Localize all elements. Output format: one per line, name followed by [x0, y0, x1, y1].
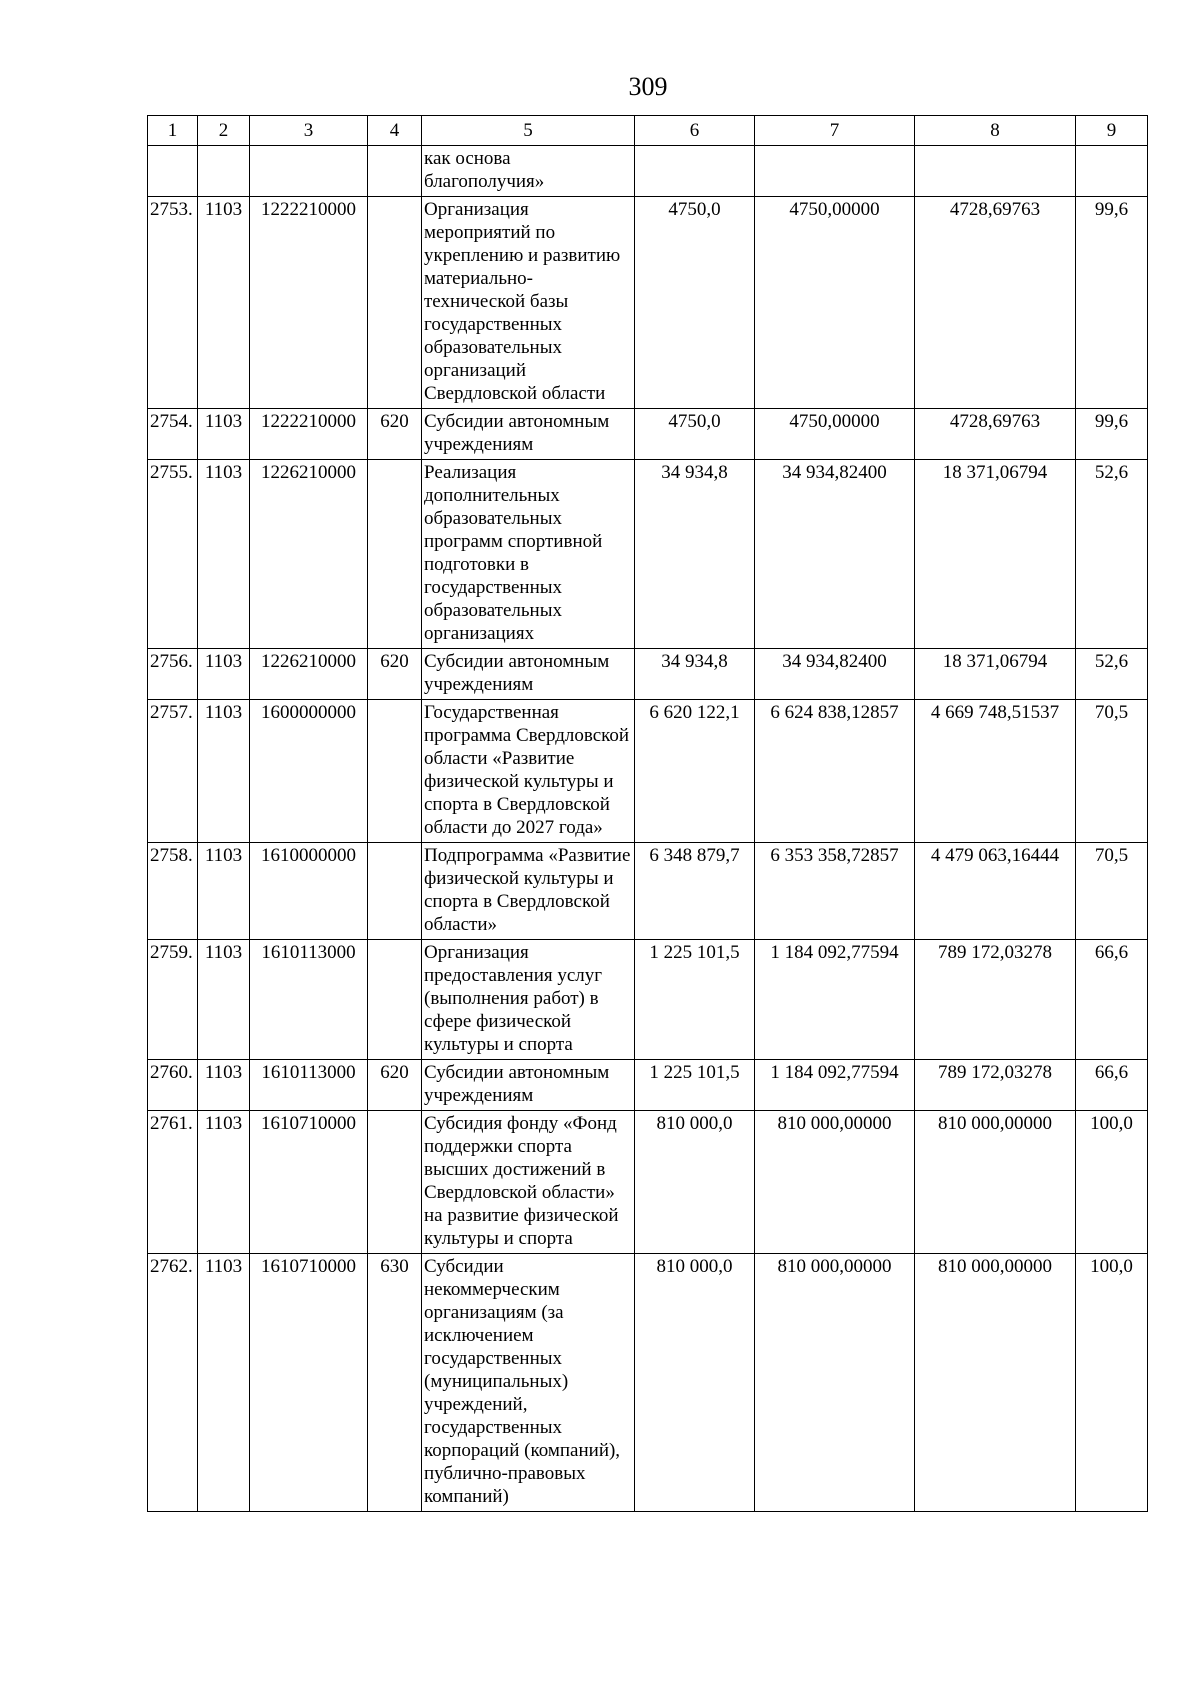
- approved-amount: 4750,0: [635, 197, 755, 409]
- planned-amount: 810 000,00000: [755, 1111, 915, 1254]
- expense-type-code: [368, 843, 422, 940]
- target-article-code: 1600000000: [250, 700, 368, 843]
- table-row: [148, 1111, 1148, 1254]
- executed-amount: 18 371,06794: [915, 460, 1076, 649]
- item-name: Организация мероприятий по укреплению и развитию материально-технической базы государственных образовательных организаций Свердловской области: [422, 197, 635, 409]
- column-header: 4: [368, 116, 422, 146]
- item-name: Реализация дополнительных образовательных программ спортивной подготовки в государственных образовательных организациях: [422, 460, 635, 649]
- row-number: 2761.: [148, 1111, 198, 1254]
- approved-amount: 1 225 101,5: [635, 940, 755, 1060]
- executed-amount: 4 669 748,51537: [915, 700, 1076, 843]
- target-article-code: 1610113000: [250, 940, 368, 1060]
- approved-amount: 6 620 122,1: [635, 700, 755, 843]
- column-header: 1: [148, 116, 198, 146]
- executed-amount: 4728,69763: [915, 197, 1076, 409]
- planned-amount: 34 934,82400: [755, 649, 915, 700]
- column-header: 2: [198, 116, 250, 146]
- table-row: [148, 409, 1148, 460]
- execution-percent: 70,5: [1076, 700, 1148, 843]
- execution-percent: 66,6: [1076, 940, 1148, 1060]
- expense-type-code: 620: [368, 649, 422, 700]
- section-code: 1103: [198, 940, 250, 1060]
- section-code: 1103: [198, 460, 250, 649]
- approved-amount: 1 225 101,5: [635, 1060, 755, 1111]
- planned-amount: 6 624 838,12857: [755, 700, 915, 843]
- item-name: Субсидии автономным учреждениям: [422, 1060, 635, 1111]
- planned-amount: 6 353 358,72857: [755, 843, 915, 940]
- table-row: [148, 649, 1148, 700]
- target-article-code: 1226210000: [250, 649, 368, 700]
- item-name: Субсидия фонду «Фонд поддержки спорта высших достижений в Свердловской области» на развитие физической культуры и спорта: [422, 1111, 635, 1254]
- row-number: 2757.: [148, 700, 198, 843]
- execution-percent: 52,6: [1076, 649, 1148, 700]
- approved-amount: 34 934,8: [635, 649, 755, 700]
- continuation-row: [148, 146, 1148, 197]
- column-header: 9: [1076, 116, 1148, 146]
- executed-amount: 789 172,03278: [915, 940, 1076, 1060]
- target-article-code: 1610710000: [250, 1254, 368, 1512]
- approved-amount: 6 348 879,7: [635, 843, 755, 940]
- item-name: Организация предоставления услуг (выполнения работ) в сфере физической культуры и спорта: [422, 940, 635, 1060]
- table-row: [148, 460, 1148, 649]
- budget-table: [147, 115, 1148, 1512]
- expense-type-code: [368, 1111, 422, 1254]
- row-number: 2753.: [148, 197, 198, 409]
- row-number: 2755.: [148, 460, 198, 649]
- planned-amount: 4750,00000: [755, 409, 915, 460]
- target-article-code: 1226210000: [250, 460, 368, 649]
- item-name: Субсидии автономным учреждениям: [422, 649, 635, 700]
- section-code: 1103: [198, 1254, 250, 1512]
- approved-amount: 810 000,0: [635, 1111, 755, 1254]
- target-article-code: 1610710000: [250, 1111, 368, 1254]
- column-number-row: [148, 116, 1148, 146]
- column-header: 8: [915, 116, 1076, 146]
- section-code: 1103: [198, 1060, 250, 1111]
- execution-percent: 99,6: [1076, 409, 1148, 460]
- target-article-code: 1222210000: [250, 197, 368, 409]
- target-article-code: 1610000000: [250, 843, 368, 940]
- item-name: Субсидии некоммерческим организациям (за исключением государственных (муниципальных) учреждений, государственных корпораций (компаний), публично-правовых компаний): [422, 1254, 635, 1512]
- executed-amount: 4728,69763: [915, 409, 1076, 460]
- expense-type-code: 620: [368, 409, 422, 460]
- column-header: 5: [422, 116, 635, 146]
- execution-percent: 100,0: [1076, 1254, 1148, 1512]
- approved-amount: 4750,0: [635, 409, 755, 460]
- row-number: 2760.: [148, 1060, 198, 1111]
- page-number: 309: [628, 72, 668, 101]
- row-number: 2756.: [148, 649, 198, 700]
- executed-amount: 810 000,00000: [915, 1111, 1076, 1254]
- expense-type-code: [368, 940, 422, 1060]
- planned-amount: 4750,00000: [755, 197, 915, 409]
- column-header: 7: [755, 116, 915, 146]
- execution-percent: 70,5: [1076, 843, 1148, 940]
- expense-type-code: [368, 197, 422, 409]
- planned-amount: 34 934,82400: [755, 460, 915, 649]
- approved-amount: 34 934,8: [635, 460, 755, 649]
- planned-amount: 1 184 092,77594: [755, 940, 915, 1060]
- section-code: 1103: [198, 700, 250, 843]
- row-number: 2754.: [148, 409, 198, 460]
- row-number: 2759.: [148, 940, 198, 1060]
- executed-amount: 18 371,06794: [915, 649, 1076, 700]
- expense-type-code: 630: [368, 1254, 422, 1512]
- target-article-code: 1610113000: [250, 1060, 368, 1111]
- execution-percent: 66,6: [1076, 1060, 1148, 1111]
- section-code: 1103: [198, 197, 250, 409]
- approved-amount: 810 000,0: [635, 1254, 755, 1512]
- table-row: [148, 700, 1148, 843]
- executed-amount: 789 172,03278: [915, 1060, 1076, 1111]
- item-name: Государственная программа Свердловской области «Развитие физической культуры и спорта в Свердловской области до 2027 года»: [422, 700, 635, 843]
- target-article-code: 1222210000: [250, 409, 368, 460]
- section-code: 1103: [198, 843, 250, 940]
- executed-amount: 810 000,00000: [915, 1254, 1076, 1512]
- executed-amount: 4 479 063,16444: [915, 843, 1076, 940]
- item-name: Подпрограмма «Развитие физической культуры и спорта в Свердловской области»: [422, 843, 635, 940]
- table-row: [148, 1254, 1148, 1512]
- continuation-text: как основа благополучия»: [422, 146, 635, 197]
- expense-type-code: [368, 460, 422, 649]
- expense-type-code: [368, 700, 422, 843]
- execution-percent: 100,0: [1076, 1111, 1148, 1254]
- section-code: 1103: [198, 649, 250, 700]
- execution-percent: 52,6: [1076, 460, 1148, 649]
- row-number: 2762.: [148, 1254, 198, 1512]
- table-row: [148, 1060, 1148, 1111]
- item-name: Субсидии автономным учреждениям: [422, 409, 635, 460]
- table-row: [148, 197, 1148, 409]
- row-number: 2758.: [148, 843, 198, 940]
- execution-percent: 99,6: [1076, 197, 1148, 409]
- column-header: 3: [250, 116, 368, 146]
- column-header: 6: [635, 116, 755, 146]
- planned-amount: 1 184 092,77594: [755, 1060, 915, 1111]
- section-code: 1103: [198, 1111, 250, 1254]
- table-row: [148, 843, 1148, 940]
- section-code: 1103: [198, 409, 250, 460]
- planned-amount: 810 000,00000: [755, 1254, 915, 1512]
- table-row: [148, 940, 1148, 1060]
- expense-type-code: 620: [368, 1060, 422, 1111]
